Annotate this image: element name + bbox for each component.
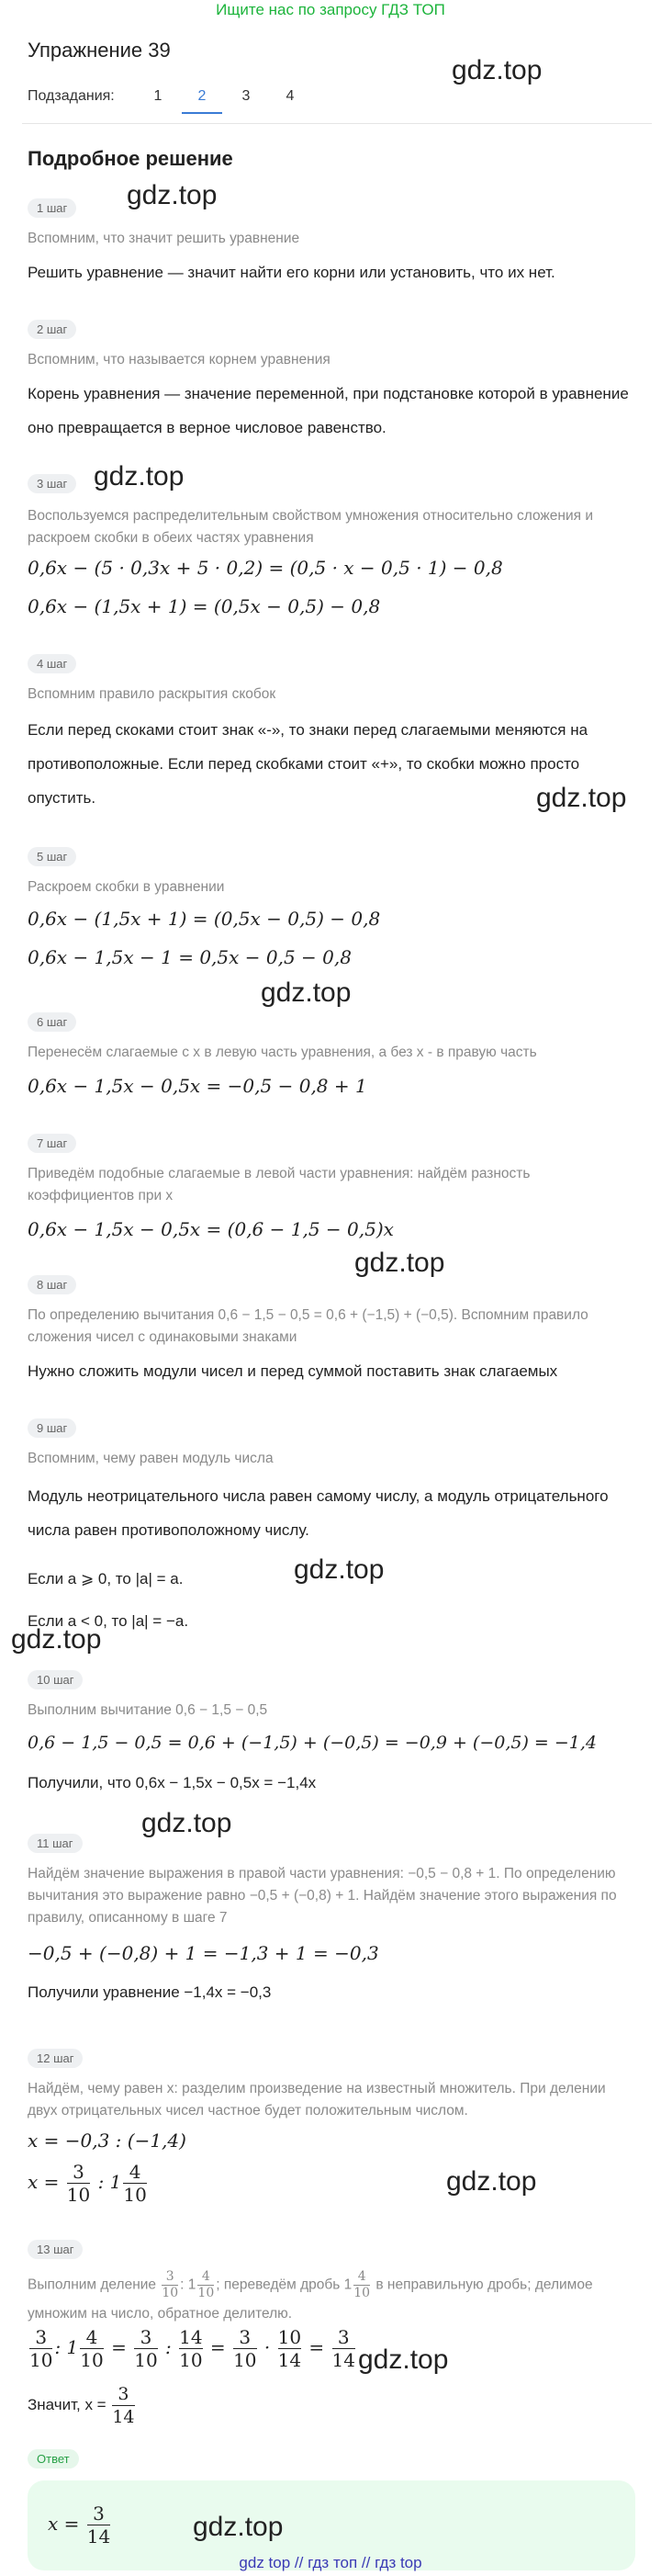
denominator: 10 <box>233 2349 257 2371</box>
step-hint: Раскроем скобки в уравнении <box>28 879 225 895</box>
numerator: 10 <box>277 2326 302 2348</box>
step-hint <box>28 2269 635 2327</box>
equation: −0,5 + (−0,8) + 1 = −1,3 + 1 = −0,3 <box>28 1942 379 1964</box>
denominator: 10 <box>66 2184 91 2206</box>
fraction <box>123 2161 146 2206</box>
step-badge: 5 шаг <box>28 847 76 866</box>
fraction <box>29 2326 52 2371</box>
eq-part: : 1 <box>97 2171 122 2193</box>
numerator: 3 <box>93 2503 105 2525</box>
numerator: 14 <box>179 2326 203 2348</box>
numerator: 3 <box>140 2326 152 2348</box>
exercise-title: Упражнение 39 <box>28 39 171 62</box>
fraction <box>278 2326 301 2371</box>
hint-part: Выполним деление <box>28 2277 157 2293</box>
step-badge: 2 шаг <box>28 320 76 339</box>
subtask-tab-1[interactable]: 1 <box>153 88 162 104</box>
footer-links[interactable]: gdz top // гдз топ // гдз top <box>239 2554 422 2571</box>
watermark: gdz.top <box>193 2512 284 2542</box>
step-hint: Перенесём слагаемые с x в левую часть уравнения, а без x - в правую часть <box>28 1045 537 1060</box>
numerator: 3 <box>239 2326 252 2348</box>
step-hint: Приведём подобные слагаемые в левой части уравнения: найдём разность коэффициентов при x <box>28 1166 531 1203</box>
hint-part: в неправильную дробь; делимое умножим на число, обратное делителю. <box>28 2277 593 2322</box>
equation: 0,6x − 1,5x − 0,5x = −0,5 − 0,8 + 1 <box>28 1075 367 1097</box>
divider <box>22 123 652 124</box>
eq-part: Значит, x = <box>28 2395 106 2413</box>
step-text: Получили, что 0,6x − 1,5x − 0,5x = −1,4x <box>28 1774 317 1791</box>
step-text: Если перед скоками стоит знак «-», то знаки перед слагаемыми меняются на противоположные. Если перед скобками стоит «+», то скобки можно просто опустить. <box>28 721 588 807</box>
subtasks-row <box>28 88 314 114</box>
watermark: gdz.top <box>261 977 352 1008</box>
watermark: gdz.top <box>11 1624 102 1655</box>
denominator: 10 <box>123 2184 147 2206</box>
step-hint: Воспользуемся распределительным свойством умножения относительно сложения и раскроем скобки в обеих частях уравнения <box>28 508 593 546</box>
step-text: Модуль неотрицательного числа равен самому числу, а модуль отрицательного числа равен противоположному числу. <box>28 1487 609 1539</box>
modulus-rule-2: Если a < 0, то |a| = −a. <box>28 1612 189 1630</box>
step-hint: Вспомним, что значит решить уравнение <box>28 231 300 246</box>
fraction <box>67 2161 90 2206</box>
fraction <box>197 2269 214 2301</box>
watermark: gdz.top <box>358 2344 449 2375</box>
subtask-tab-4[interactable]: 4 <box>286 88 295 104</box>
promo-banner[interactable]: Ищите нас по запросу ГДЗ ТОП <box>216 1 445 18</box>
step-hint: Найдём, чему равен x: разделим произведение на известный множитель. При делении двух отрицательных чисел частное будет положительным числом. <box>28 2081 606 2118</box>
step-badge: 8 шаг <box>28 1275 76 1294</box>
numerator: 4 <box>201 2269 210 2284</box>
denominator: 10 <box>134 2349 158 2371</box>
denominator: 14 <box>86 2525 111 2548</box>
subtask-tab-3[interactable]: 3 <box>241 88 251 104</box>
denominator: 14 <box>331 2349 355 2371</box>
denominator: 10 <box>29 2349 53 2371</box>
step-text: Получили уравнение −1,4x = −0,3 <box>28 1983 272 2001</box>
equation: 0,6x − 1,5x − 0,5x = (0,6 − 1,5 − 0,5)x <box>28 1218 394 1240</box>
fraction <box>134 2326 157 2371</box>
numerator: 3 <box>118 2384 129 2404</box>
watermark: gdz.top <box>354 1248 445 1278</box>
step-hint: Выполним вычитание 0,6 − 1,5 − 0,5 <box>28 1702 268 1718</box>
numerator: 4 <box>357 2269 366 2284</box>
step-text: Решить уравнение — значит найти его корни или установить, что их нет. <box>28 264 555 281</box>
denominator: 14 <box>112 2407 135 2427</box>
fraction <box>179 2326 202 2371</box>
eq-part: x = <box>28 2171 60 2193</box>
step-hint: Вспомним правило раскрытия скобок <box>28 686 276 702</box>
numerator: 3 <box>337 2326 350 2348</box>
fraction <box>332 2326 355 2371</box>
fraction <box>112 2383 134 2428</box>
eq-part: x = <box>48 2513 80 2535</box>
solution-card <box>11 22 652 2548</box>
watermark: gdz.top <box>536 783 627 813</box>
watermark: gdz.top <box>94 461 185 491</box>
equation <box>28 2161 635 2206</box>
step-hint: Найдём значение выражения в правой части уравнения: −0,5 − 0,8 + 1. По определению вычитания это выражение равно −0,5 + (−0,8) + 1. Найдём значение этого выражения по правилу, описанному в шаге 7 <box>28 1866 617 1926</box>
step-badge: 1 шаг <box>28 198 76 218</box>
numerator: 4 <box>129 2161 141 2183</box>
step-badge: 13 шаг <box>28 2240 83 2259</box>
denominator: 10 <box>80 2349 104 2371</box>
watermark: gdz.top <box>452 55 543 85</box>
step-badge: 12 шаг <box>28 2049 83 2068</box>
fraction <box>162 2269 178 2301</box>
watermark: gdz.top <box>446 2166 537 2197</box>
equation: 0,6x − (5 · 0,3x + 5 · 0,2) = (0,5 · x − 0,5 · 1) − 0,8 <box>28 557 503 579</box>
eq-part: : 1 <box>54 2336 79 2358</box>
modulus-rule-1: Если a ⩾ 0, то |a| = a. <box>28 1570 184 1587</box>
step-badge: 10 шаг <box>28 1670 83 1689</box>
step-badge: 7 шаг <box>28 1134 76 1153</box>
watermark: gdz.top <box>294 1554 385 1585</box>
fraction <box>233 2326 256 2371</box>
numerator: 3 <box>165 2269 174 2284</box>
subtasks-label: Подзадания: <box>28 88 115 104</box>
hint-part: : 1 <box>180 2277 196 2293</box>
numerator: 3 <box>35 2326 48 2348</box>
step-hint: Вспомним, чему равен модуль числа <box>28 1451 274 1466</box>
step-badge: 6 шаг <box>28 1012 76 1032</box>
step-hint: По определению вычитания 0,6 − 1,5 − 0,5 = 0,6 + (−1,5) + (−0,5). Вспомним правило сложения чисел с одинаковыми знаками <box>28 1307 588 1345</box>
numerator: 4 <box>85 2326 98 2348</box>
denominator: 14 <box>277 2349 302 2371</box>
equation: 0,6x − (1,5x + 1) = (0,5x − 0,5) − 0,8 <box>28 595 381 617</box>
step-badge: 3 шаг <box>28 474 76 493</box>
fraction <box>80 2326 103 2371</box>
equation: 0,6x − 1,5x − 1 = 0,5x − 0,5 − 0,8 <box>28 946 352 968</box>
equation: $\frac{3}{10}$ : 1 $\frac{4}{10}$ = $\frac{3}{10}$ : $\frac{14}{10}$ = $\frac{3}{10}$ · $\frac{10}{14}$ = $\frac{3}{14}$ <box>29 2326 355 2371</box>
step-text: Корень уравнения — значение переменной, при подстановке которой в уравнение оно превращается в верное числовое равенство. <box>28 385 629 436</box>
watermark: gdz.top <box>141 1808 232 1838</box>
denominator: 10 <box>197 2286 215 2300</box>
step-hint: Вспомним, что называется корнем уравнения <box>28 352 330 367</box>
step-text: Нужно сложить модули чисел и перед суммой поставить знак слагаемых <box>28 1362 558 1380</box>
denominator: 10 <box>179 2349 203 2371</box>
equation: 0,6x − (1,5x + 1) = (0,5x − 0,5) − 0,8 <box>28 908 381 930</box>
solution-heading: Подробное решение <box>28 147 233 170</box>
step-badge: 11 шаг <box>28 1834 83 1853</box>
step-badge: 4 шаг <box>28 654 76 673</box>
denominator: 10 <box>353 2286 371 2300</box>
answer-equation <box>48 2503 619 2548</box>
watermark: gdz.top <box>127 180 218 210</box>
fraction <box>353 2269 370 2301</box>
equation <box>28 2383 635 2428</box>
subtask-tab-2[interactable]: 2 <box>182 88 222 114</box>
numerator: 3 <box>73 2161 84 2183</box>
hint-part: ; переведём дробь 1 <box>216 2277 353 2293</box>
step-badge: 9 шаг <box>28 1418 76 1438</box>
denominator: 10 <box>162 2286 179 2300</box>
equation: x = −0,3 : (−1,4) <box>28 2130 186 2152</box>
fraction <box>87 2503 110 2548</box>
answer-badge: Ответ <box>28 2449 79 2469</box>
equation: 0,6 − 1,5 − 0,5 = 0,6 + (−1,5) + (−0,5) = −0,9 + (−0,5) = −1,4 <box>28 1733 598 1753</box>
